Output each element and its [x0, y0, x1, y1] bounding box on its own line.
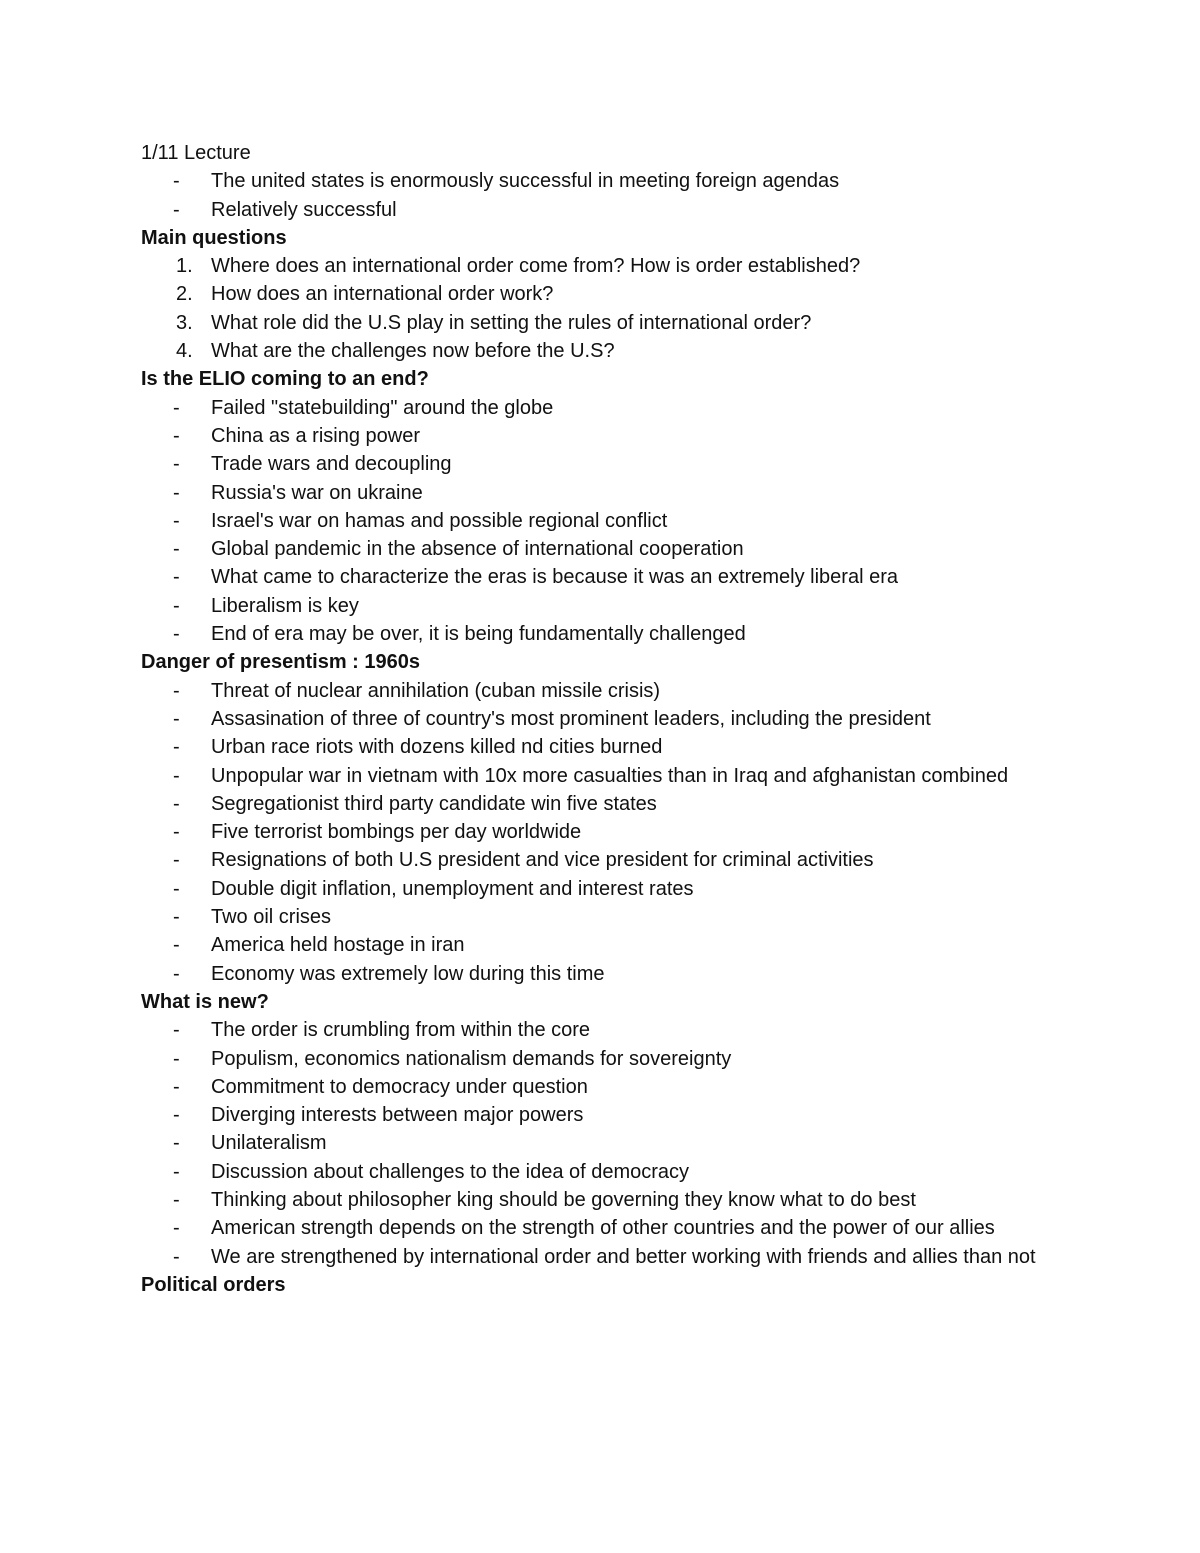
list-item [141, 1101, 1071, 1129]
bullet-marker: - [173, 594, 180, 617]
list-item [141, 1158, 1071, 1186]
number-marker: 2. [176, 283, 193, 306]
number-marker: 1. [176, 255, 193, 278]
bullet-marker: - [173, 198, 180, 221]
list-item-text: Urban race riots with dozens killed nd cities burned [211, 736, 663, 759]
list-item [141, 875, 1071, 903]
list-item [141, 931, 1071, 959]
bullet-marker: - [173, 566, 180, 589]
list-item-text: Liberalism is key [211, 594, 359, 617]
list-item [141, 620, 1071, 648]
list-item [141, 422, 1071, 450]
bullet-marker: - [173, 1188, 180, 1211]
number-marker: 3. [176, 311, 193, 334]
bullet-marker: - [173, 877, 180, 900]
list-item-text: Two oil crises [211, 906, 332, 929]
list-item-text: Israel's war on hamas and possible regional conflict [211, 509, 668, 532]
list-item-text: What are the challenges now before the U.S? [211, 340, 615, 363]
list-item-text: Where does an international order come from? How is order established? [211, 255, 861, 278]
bullet-marker: - [173, 170, 180, 193]
list-item-text: End of era may be over, it is being fundamentally challenged [211, 623, 746, 646]
list-item [141, 960, 1071, 988]
list-item-text: Relatively successful [211, 198, 397, 221]
list-item [141, 337, 1071, 365]
list-item [141, 790, 1071, 818]
list-item-text: American strength depends on the strength of other countries and the power of our allies [211, 1217, 995, 1240]
list-item-text: Five terrorist bombings per day worldwide [211, 821, 582, 844]
list-item-text: Russia's war on ukraine [211, 481, 423, 504]
bullet-marker: - [173, 1019, 180, 1042]
list-item-text: Assasination of three of country's most prominent leaders, including the president [211, 707, 931, 730]
bullet-marker: - [173, 396, 180, 419]
list-item-text: America held hostage in iran [211, 934, 465, 957]
list-item [141, 252, 1071, 280]
bullet-marker: - [173, 424, 180, 447]
list-item [141, 450, 1071, 478]
bullet-marker: - [173, 481, 180, 504]
section-heading-main-questions: Main questions [141, 226, 287, 249]
main-questions-list [141, 252, 1071, 365]
what-is-new-list [141, 1016, 1071, 1271]
list-item [141, 1073, 1071, 1101]
intro-list [141, 167, 1071, 224]
list-item-text: Thinking about philosopher king should be governing they know what to do best [211, 1188, 916, 1211]
list-item [141, 507, 1071, 535]
list-item-text: The united states is enormously successful in meeting foreign agendas [211, 170, 840, 193]
list-item [141, 733, 1071, 761]
section-heading-elio: Is the ELIO coming to an end? [141, 368, 429, 391]
list-item [141, 309, 1071, 337]
list-item-text: Diverging interests between major powers [211, 1104, 584, 1127]
list-item [141, 705, 1071, 733]
list-item-text: Trade wars and decoupling [211, 453, 452, 476]
list-item [141, 535, 1071, 563]
list-item-text: How does an international order work? [211, 283, 554, 306]
bullet-marker: - [173, 538, 180, 561]
bullet-marker: - [173, 906, 180, 929]
bullet-marker: - [173, 509, 180, 532]
presentism-list [141, 677, 1071, 988]
list-item-text: Failed "statebuilding" around the globe [211, 396, 554, 419]
bullet-marker: - [173, 453, 180, 476]
list-item [141, 846, 1071, 874]
lecture-title: 1/11 Lecture [141, 142, 251, 164]
list-item [141, 280, 1071, 308]
section-heading-presentism: Danger of presentism : 1960s [141, 651, 420, 674]
bullet-marker: - [173, 736, 180, 759]
list-item [141, 479, 1071, 507]
list-item [141, 394, 1071, 422]
bullet-marker: - [173, 764, 180, 787]
list-item-text: The order is crumbling from within the core [211, 1019, 591, 1042]
bullet-marker: - [173, 934, 180, 957]
section-heading-what-is-new: What is new? [141, 990, 269, 1013]
list-item [141, 1243, 1091, 1271]
bullet-marker: - [173, 849, 180, 872]
bullet-marker: - [173, 679, 180, 702]
list-item [141, 818, 1071, 846]
list-item-text: Unilateralism [211, 1132, 327, 1155]
list-item [141, 1016, 1071, 1044]
list-item [141, 563, 1071, 591]
list-item-text: Discussion about challenges to the idea of democracy [211, 1160, 690, 1183]
bullet-marker: - [173, 1132, 180, 1155]
number-marker: 4. [176, 340, 193, 363]
list-item [141, 1045, 1071, 1073]
bullet-marker: - [173, 1075, 180, 1098]
bullet-marker: - [173, 623, 180, 646]
list-item [141, 677, 1071, 705]
elio-list [141, 394, 1071, 649]
list-item-text: Global pandemic in the absence of international cooperation [211, 538, 744, 561]
list-item-text: Commitment to democracy under question [211, 1075, 588, 1098]
bullet-marker: - [173, 821, 180, 844]
list-item [141, 167, 1071, 195]
section-heading-political-orders: Political orders [141, 1273, 286, 1296]
bullet-marker: - [173, 792, 180, 815]
bullet-marker: - [173, 1160, 180, 1183]
list-item-text: We are strengthened by international order and better working with friends and allies than not [211, 1245, 1036, 1268]
bullet-marker: - [173, 1104, 180, 1127]
document-body [141, 139, 1071, 1299]
list-item-text: Threat of nuclear annihilation (cuban missile crisis) [211, 679, 661, 702]
list-item-text: What role did the U.S play in setting the rules of international order? [211, 311, 812, 334]
bullet-marker: - [173, 707, 180, 730]
list-item-text: China as a rising power [211, 424, 420, 447]
list-item [141, 1186, 1071, 1214]
bullet-marker: - [173, 962, 180, 985]
bullet-marker: - [173, 1245, 180, 1268]
list-item-text: Segregationist third party candidate win five states [211, 792, 657, 815]
list-item-text: Unpopular war in vietnam with 10x more casualties than in Iraq and afghanistan combined [211, 764, 1009, 787]
list-item [141, 1129, 1071, 1157]
list-item-text: Resignations of both U.S president and vice president for criminal activities [211, 849, 874, 872]
list-item-text: Populism, economics nationalism demands for sovereignty [211, 1047, 732, 1070]
bullet-marker: - [173, 1217, 180, 1240]
list-item [141, 592, 1071, 620]
list-item-text: Double digit inflation, unemployment and interest rates [211, 877, 694, 900]
list-item-text: What came to characterize the eras is because it was an extremely liberal era [211, 566, 898, 589]
list-item-text: Economy was extremely low during this time [211, 962, 605, 985]
list-item [141, 903, 1071, 931]
bullet-marker: - [173, 1047, 180, 1070]
list-item [141, 762, 1051, 790]
list-item [141, 196, 1071, 224]
list-item [141, 1214, 1071, 1242]
